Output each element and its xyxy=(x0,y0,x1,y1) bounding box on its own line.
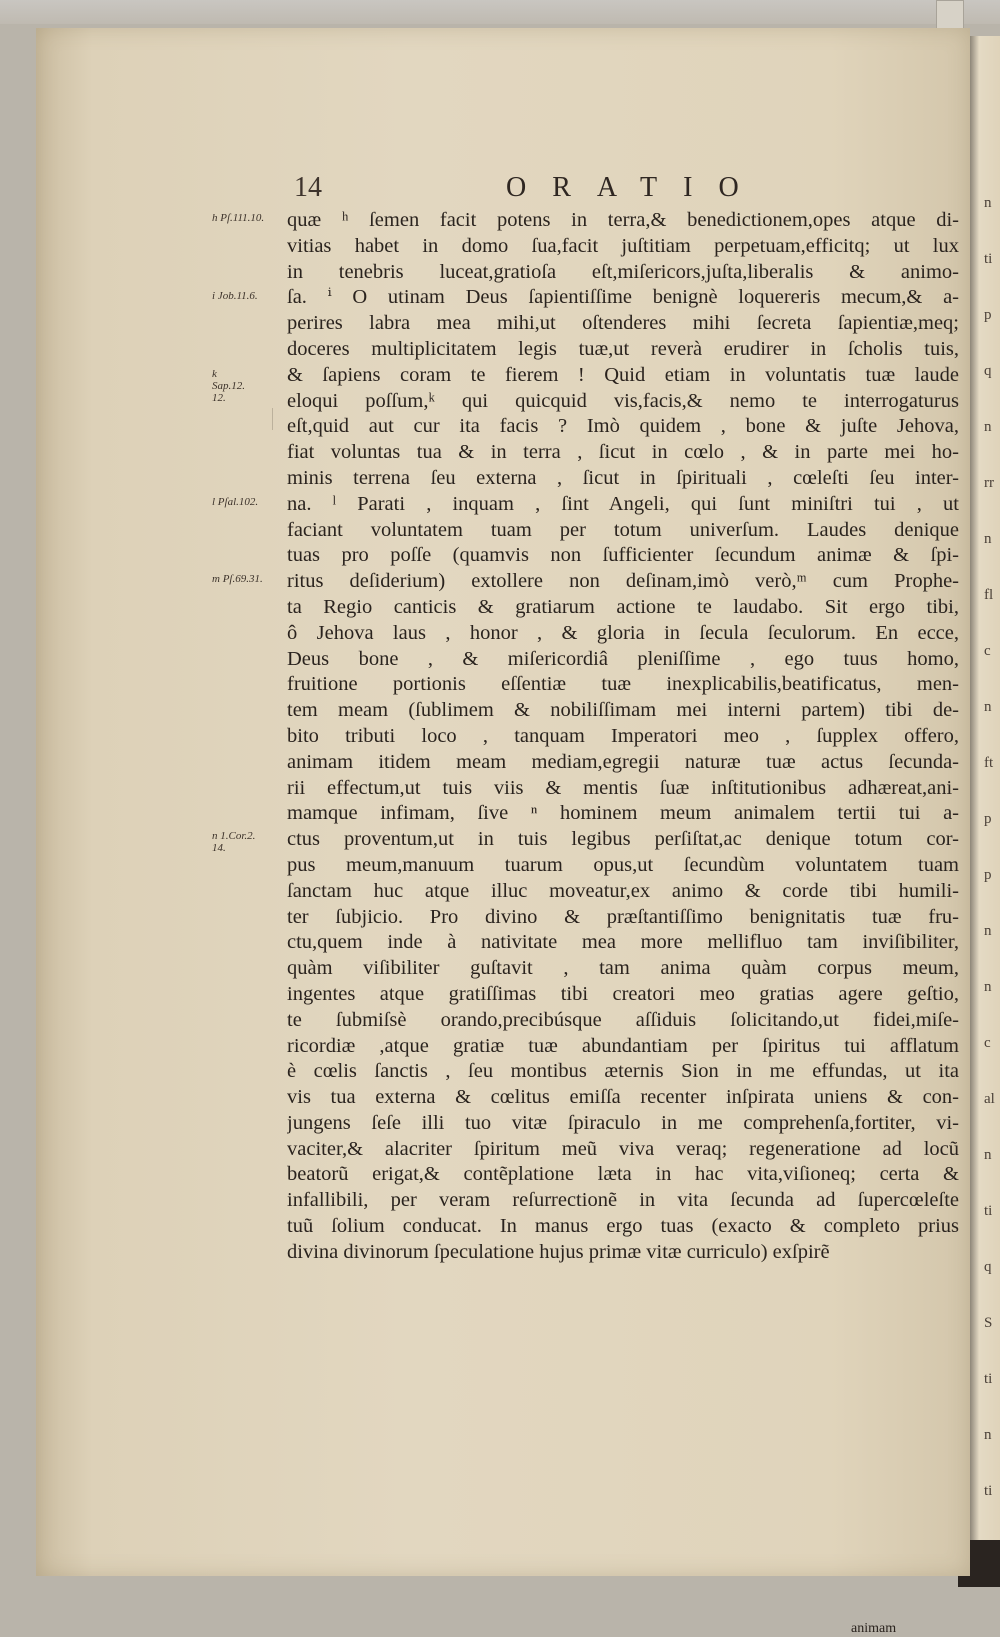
text-line: ritus deſiderium) extollere non deſinam,imò verò,ᵐ cum Prophe- xyxy=(287,570,959,593)
text-line: tuas pro poſſe (quamvis non ſufficienter ſecundum animæ & ſpi- xyxy=(287,544,959,567)
text-line: ingentes atque gratiſſimas tibi creatori meo gratias agere geſtio, xyxy=(287,982,959,1005)
text-line: minis terrena ſeu externa , ſicut in ſpirituali , cœleſti ſeu inter- xyxy=(287,466,959,489)
facing-page-fragment: ti xyxy=(984,1371,993,1387)
marginal-note: i Job.11.6. xyxy=(212,290,258,302)
facing-page-fragment: n xyxy=(984,531,992,547)
text-line: quàm viſibiliter guſtavit , tam anima quàm corpus meum, xyxy=(287,957,959,980)
marginal-note: k Sap.12. 12. xyxy=(212,368,245,404)
text-line: perires labra mea mihi,ut oſtenderes mihi ſecreta ſapientiæ,meq; xyxy=(287,312,959,335)
text-line: tem meam (ſublimem & nobiliſſimam mei interni partem) tibi de- xyxy=(287,699,959,722)
text-line: beatorũ erigat,& contẽplatione læta in hac vita,viſioneq; certa & xyxy=(287,1163,959,1186)
text-line: divina divinorum ſpeculatione hujus primæ vitæ curriculo) exſpirẽ xyxy=(287,1240,830,1263)
text-line: ctu,quem inde à nativitate mea more mellifluo tam inviſibiliter, xyxy=(287,931,959,954)
facing-page-fragment: S xyxy=(984,1315,993,1331)
text-line: infallibili, per veram reſurrectionẽ in vita ſecunda ad ſupercœleſte xyxy=(287,1189,959,1212)
text-line: ſanctam huc atque illuc moveatur,ex animo & corde tibi humili- xyxy=(287,879,959,902)
facing-page-fragment: n xyxy=(984,419,992,435)
text-line: te ſubmiſsè orando,precibúsque aſſiduis ſolicitando,ut fidei,miſe- xyxy=(287,1008,959,1031)
facing-page-fragment: n xyxy=(984,923,992,939)
text-line: doceres multiplicitatem legis tuæ,ut reverà erudirer in ſcholis tuis, xyxy=(287,337,959,360)
running-head xyxy=(36,168,970,208)
facing-page-fragment: n xyxy=(984,979,992,995)
text-line: & ſapiens coram te fierem ! Quid etiam in voluntatis tuæ laude xyxy=(287,363,959,386)
text-line: fiat voluntas tua & in terra , ſicut in cœlo , & in parte mei ho- xyxy=(287,441,959,464)
facing-page-fragment: c xyxy=(984,643,991,659)
facing-page-fragment: rr xyxy=(984,475,994,491)
text-line: vaciter,& alacriter ſpiritum meũ viva veraq; regeneratione ad locũ xyxy=(287,1137,959,1160)
text-line: mamque infimam, ſive ⁿ hominem meum animalem tertii tui a- xyxy=(287,802,959,825)
facing-page-fragment: q xyxy=(984,363,992,379)
text-line: ô Jehova laus , honor , & gloria in ſecula ſeculorum. En ecce, xyxy=(287,621,959,644)
facing-page-fragment: p xyxy=(984,811,992,827)
facing-page-fragment: n xyxy=(984,699,992,715)
facing-page-fragment: al xyxy=(984,1091,995,1107)
facing-page-fragment: ft xyxy=(984,755,994,771)
facing-page-fragment: n xyxy=(984,1147,992,1163)
page-number: 14 xyxy=(294,172,322,203)
text-line: ter ſubjicio. Pro divino & præſtantiſſimo benignitatis tuæ fru- xyxy=(287,905,959,928)
text-line: na. ˡ Parati , inquam , ſint Angeli, qui ſunt miniſtri tui , ut xyxy=(287,492,959,515)
marginal-note: n 1.Cor.2. 14. xyxy=(212,830,256,854)
book-page xyxy=(36,28,970,1636)
facing-page-edge xyxy=(968,36,1000,1587)
facing-page-fragment: p xyxy=(984,867,992,883)
text-line: fruitione portionis eſſentiæ tuæ inexplicabilis,beatificatus, men- xyxy=(287,673,959,696)
text-line: tuũ ſolium conducat. In manus ergo tuas (exacto & completo prius xyxy=(287,1215,959,1238)
text-line: in tenebris luceat,gratioſa eſt,miſericors,juſta,liberalis & animo- xyxy=(287,260,959,283)
text-line: jungens ſeſe illi tuo vitæ ſpiraculo in me comprehenſa,fortiter, vi- xyxy=(287,1111,959,1134)
marginal-note: h Pſ.111.10. xyxy=(212,212,265,224)
facing-page-fragment: c xyxy=(984,1035,991,1051)
facing-page-fragment: n xyxy=(984,195,992,211)
text-line: è cœlis ſanctis , ſeu montibus æternis Sion in me effundas, ut ita xyxy=(287,1060,959,1083)
text-line: ricordiæ ,atque gratiæ tuæ abundantiam per ſpiritus tui afflatum xyxy=(287,1034,959,1057)
text-line: eloqui poſſum,ᵏ qui quicquid vis,facis,& nemo te interrogaturus xyxy=(287,389,959,412)
scan-background xyxy=(0,0,1000,24)
facing-page-fragment: p xyxy=(984,307,992,323)
running-title: ORATIO xyxy=(506,172,765,203)
text-line: ſa. ⁱ O utinam Deus ſapientiſſime benignè loquereris mecum,& a- xyxy=(287,286,959,309)
text-line: animam itidem meam mediam,egregii naturæ tuæ actus ſecunda- xyxy=(287,750,959,773)
marginal-note: l Pſal.102. xyxy=(212,496,259,508)
text-line: pus meum,manuum tuarum opus,ut ſecundùm voluntatem tuam xyxy=(287,853,959,876)
text-line: bito tributi loco , tanquam Imperatori meo , ſupplex offero, xyxy=(287,724,959,747)
text-line: vis tua externa & cœlitus emiſſa recenter inſpirata uniens & con- xyxy=(287,1086,959,1109)
marginal-note: m Pſ.69.31. xyxy=(212,573,263,585)
text-line: eſt,quid aut cur ita facis ? Imò quidem , bone & juſte Jehova, xyxy=(287,415,959,438)
text-line: rii effectum,ut tuis viis & mentis ſuæ inſtitutionibus adhæreat,ani- xyxy=(287,776,959,799)
facing-page-fragment: q xyxy=(984,1259,992,1275)
facing-page-fragment: ti xyxy=(984,1203,993,1219)
text-line: ctus proventum,ut in tuis legibus perſiſtat,ac denique totum cor- xyxy=(287,828,959,851)
text-line: ta Regio canticis & gratiarum actione te laudabo. Sit ergo tibi, xyxy=(287,595,959,618)
text-line: quæ ʰ ſemen facit potens in terra,& benedictionem,opes atque di- xyxy=(287,209,959,231)
body-text xyxy=(287,208,959,1266)
text-line: Deus bone , & miſericordiâ pleniſſime , ego tuus homo, xyxy=(287,647,959,670)
facing-page-fragment: n xyxy=(984,1427,992,1443)
facing-page-fragment: fl xyxy=(984,587,994,603)
text-line: faciant voluntatem tuam per totum univerſum. Laudes denique xyxy=(287,518,959,541)
pencil-mark xyxy=(272,408,273,430)
catchword: animam xyxy=(851,1621,897,1636)
facing-page-fragment: ti xyxy=(984,251,993,267)
facing-page-fragment: ti xyxy=(984,1483,993,1499)
text-line: vitias habet in domo ſua,facit juſtitiam perpetuam,efficitq; ut lux xyxy=(287,234,959,257)
